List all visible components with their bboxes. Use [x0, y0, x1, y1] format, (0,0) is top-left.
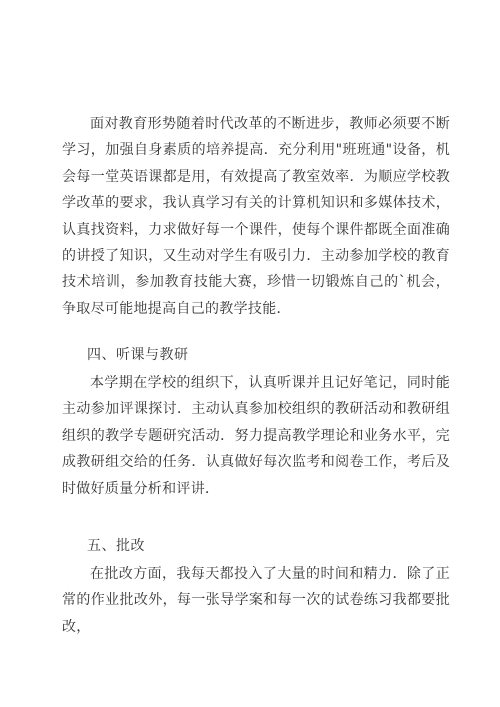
section-heading-grading: 五、批改	[87, 538, 145, 554]
body-paragraph-grading: 在批改方面，我每天都投入了大量的时间和精力．除了正常的作业批改外，每一张导学案和每一次的试卷练习我都要批改，	[62, 566, 450, 635]
body-paragraph-listening-research: 本学期在学校的组织下，认真听课并且记好笔记，同时能主动参加评课探讨．主动认真参加校组织的教研活动和教研组组织的教学专题研究活动．努力提高教学理论和业务水平，完成教研组交给的任务．认真做好每次监考和阅卷工作，考后及时做好质量分析和评讲．	[62, 375, 450, 497]
body-paragraph-education-technology: 面对教育形势随着时代改革的不断进步，教师必须要不断学习，加强自身素质的培养提高．充分利用"班班通"设备，机会每一堂英语课都是用，有效提高了教室效率．为顺应学校教学改革的要求，我认真学习有关的计算机知识和多媒体技术，认真找资料，力求做好每一个课件，使每个课件都既全面准确的讲授了知识，又生动对学生有吸引力．主动参加学校的教育技术培训，参加教育技能大赛，珍惜一切锻炼自己的`机会，争取尽可能地提高自己的教学技能．	[62, 116, 450, 317]
section-heading-listening-research: 四、听课与教研	[87, 347, 189, 363]
